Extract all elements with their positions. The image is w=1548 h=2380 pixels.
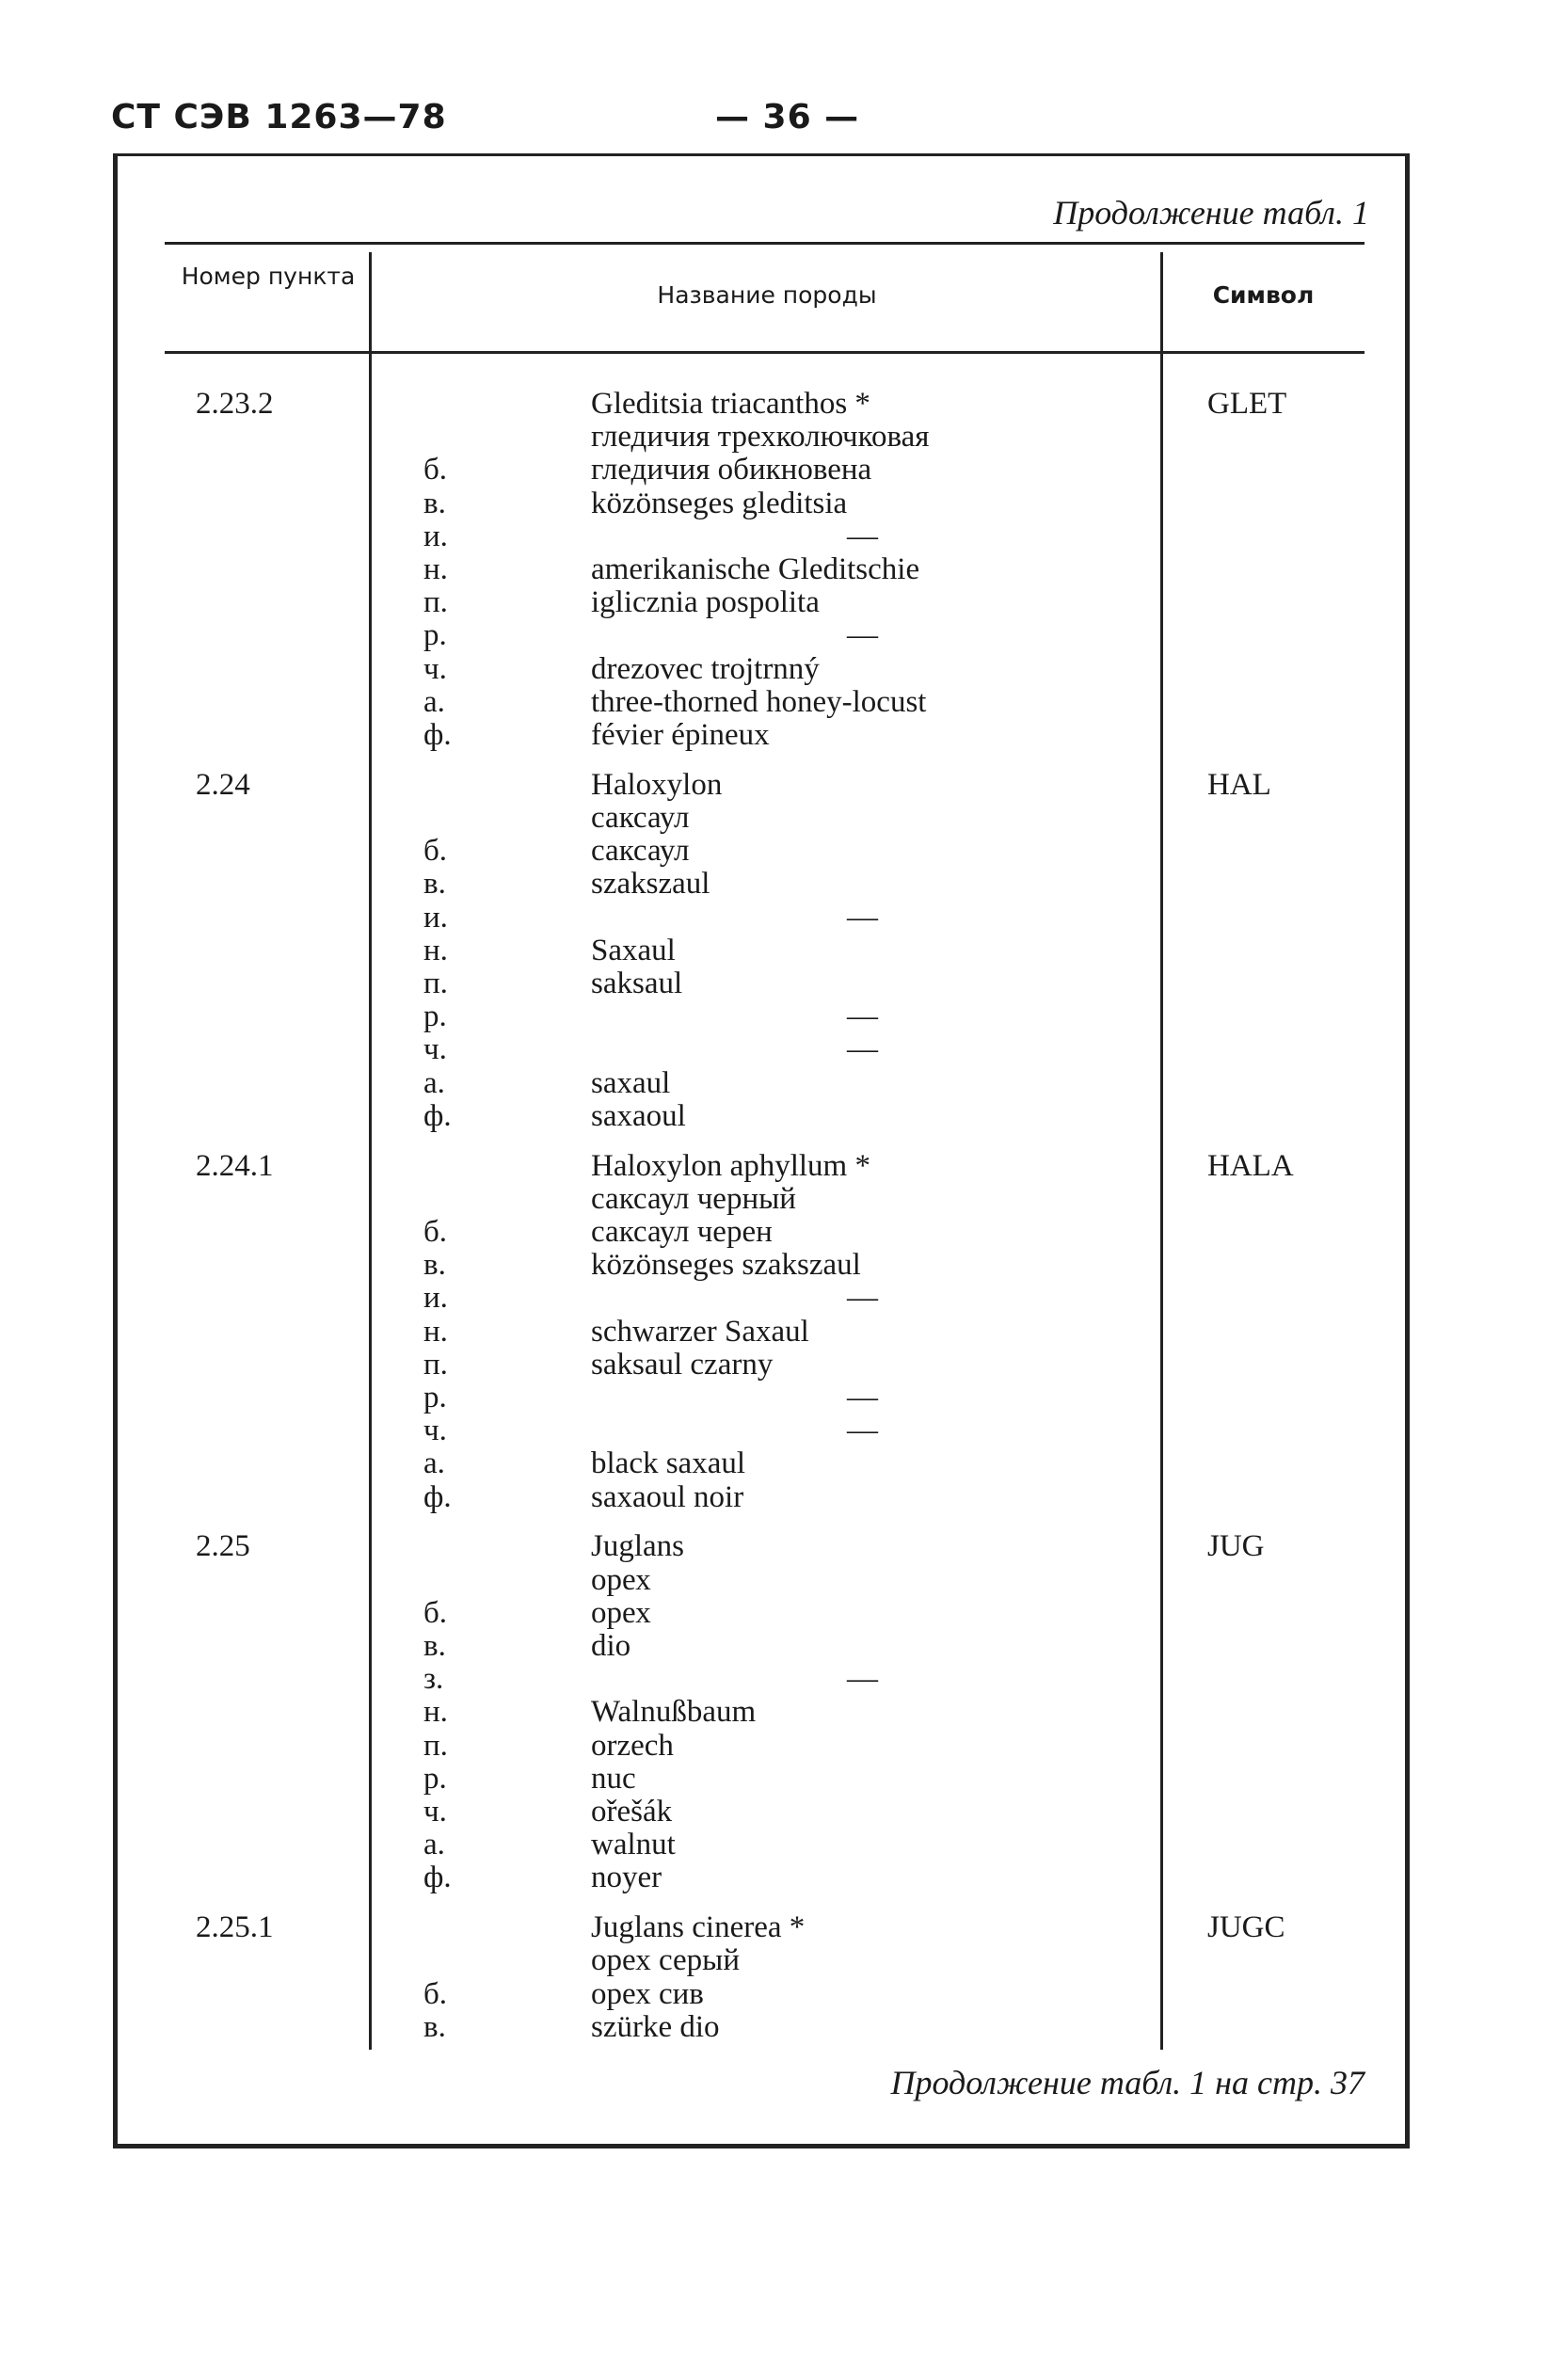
- column-divider-1: [369, 252, 372, 2050]
- language-code: р.: [423, 1381, 447, 1414]
- column-header-symbol: Символ: [1212, 281, 1315, 309]
- frame-border-bottom: [113, 2144, 1410, 2148]
- language-code: ф.: [423, 718, 452, 752]
- entry-symbol: GLET: [1207, 387, 1287, 421]
- language-code: а.: [423, 684, 445, 719]
- language-code: н.: [423, 1695, 448, 1730]
- common-name: саксаул черный: [591, 1181, 796, 1216]
- no-name-dash: —: [847, 1032, 878, 1067]
- language-code: з.: [423, 1662, 444, 1697]
- common-name: орех: [591, 1562, 651, 1597]
- no-name-dash: —: [847, 1662, 878, 1697]
- language-code: н.: [423, 552, 448, 586]
- common-name: Walnußbaum: [591, 1695, 757, 1730]
- no-name-dash: —: [847, 1381, 878, 1414]
- language-code: р.: [423, 999, 447, 1034]
- entry-symbol: HAL: [1207, 767, 1271, 802]
- language-code: б.: [423, 1595, 448, 1630]
- common-name: szürke dio: [591, 2009, 720, 2044]
- language-code: н.: [423, 933, 448, 967]
- common-name: орех сив: [591, 1976, 704, 2011]
- common-name: Saxaul: [591, 933, 676, 967]
- language-code: ф.: [423, 1861, 452, 1895]
- entry-number: 2.24.1: [196, 1148, 274, 1183]
- common-name: saxaoul noir: [591, 1479, 744, 1514]
- common-name: гледичия обикновена: [591, 453, 872, 487]
- no-name-dash: —: [847, 1414, 878, 1448]
- language-code: п.: [423, 1728, 448, 1763]
- latin-name: Haloxylon aphyllum *: [591, 1148, 870, 1183]
- column-divider-2: [1160, 252, 1163, 2050]
- common-name: iglicznia pospolita: [591, 585, 820, 620]
- common-name: black saxaul: [591, 1446, 746, 1481]
- language-code: в.: [423, 867, 446, 902]
- frame-border-left: [113, 153, 118, 2148]
- common-name: ořešák: [591, 1795, 673, 1829]
- entry-symbol: JUGC: [1207, 1910, 1285, 1945]
- common-name: nuc: [591, 1761, 636, 1796]
- common-name: schwarzer Saxaul: [591, 1314, 809, 1349]
- frame-border-right: [1405, 153, 1410, 2148]
- language-code: а.: [423, 1446, 445, 1481]
- language-code: б.: [423, 834, 448, 869]
- language-code: н.: [423, 1314, 448, 1349]
- common-name: saksaul: [591, 966, 683, 1000]
- no-name-dash: —: [847, 519, 878, 553]
- language-code: а.: [423, 1828, 445, 1862]
- column-header-name: Название породы: [657, 281, 877, 309]
- common-name: орех серый: [591, 1943, 740, 1978]
- common-name: саксаул: [591, 834, 690, 869]
- language-code: в.: [423, 486, 446, 520]
- frame-border-top: [113, 153, 1410, 156]
- language-code: в.: [423, 1248, 446, 1283]
- document-code: СТ СЭВ 1263—78: [111, 98, 447, 136]
- column-header-number: Номер пункта: [181, 263, 356, 290]
- continuation-note-top: Продолжение табл. 1: [1053, 194, 1369, 232]
- page-number: — 36 —: [715, 98, 860, 136]
- no-name-dash: —: [847, 999, 878, 1034]
- language-code: в.: [423, 1629, 446, 1663]
- common-name: amerikanische Gleditschie: [591, 552, 920, 586]
- language-code: ч.: [423, 651, 447, 686]
- latin-name: Juglans: [591, 1529, 684, 1564]
- no-name-dash: —: [847, 1281, 878, 1316]
- language-code: и.: [423, 519, 448, 553]
- entry-symbol: JUG: [1207, 1529, 1265, 1564]
- no-name-dash: —: [847, 900, 878, 934]
- common-name: közönseges gleditsia: [591, 486, 848, 520]
- entry-symbol: HALA: [1207, 1148, 1294, 1183]
- common-name: гледичия трехколючковая: [591, 420, 930, 455]
- language-code: п.: [423, 1347, 448, 1382]
- common-name: саксаул: [591, 801, 690, 835]
- entry-number: 2.24: [196, 767, 250, 802]
- no-name-dash: —: [847, 618, 878, 653]
- common-name: саксаул черен: [591, 1215, 773, 1249]
- common-name: three-thorned honey-locust: [591, 684, 927, 719]
- language-code: б.: [423, 1215, 448, 1249]
- language-code: и.: [423, 1281, 448, 1316]
- common-name: орех: [591, 1595, 651, 1630]
- table-header-rule-top: [165, 242, 1364, 245]
- common-name: drezovec trojtrnný: [591, 651, 820, 686]
- language-code: в.: [423, 2009, 446, 2044]
- common-name: szakszaul: [591, 867, 710, 902]
- common-name: dio: [591, 1629, 631, 1663]
- common-name: saxaul: [591, 1065, 671, 1100]
- language-code: ф.: [423, 1098, 452, 1133]
- entry-number: 2.25.1: [196, 1910, 274, 1945]
- language-code: б.: [423, 453, 448, 487]
- language-code: ч.: [423, 1032, 447, 1067]
- language-code: и.: [423, 900, 448, 934]
- language-code: ф.: [423, 1479, 452, 1514]
- common-name: saksaul czarny: [591, 1347, 774, 1382]
- language-code: р.: [423, 618, 447, 653]
- common-name: noyer: [591, 1861, 662, 1895]
- language-code: п.: [423, 966, 448, 1000]
- language-code: ч.: [423, 1414, 447, 1448]
- language-code: ч.: [423, 1795, 447, 1829]
- continuation-note-bottom: Продолжение табл. 1 на стр. 37: [890, 2064, 1364, 2101]
- entry-number: 2.23.2: [196, 387, 274, 421]
- language-code: п.: [423, 585, 448, 620]
- language-code: а.: [423, 1065, 445, 1100]
- entry-number: 2.25: [196, 1529, 250, 1564]
- common-name: févier épineux: [591, 718, 770, 752]
- common-name: saxaoul: [591, 1098, 686, 1133]
- common-name: orzech: [591, 1728, 674, 1763]
- language-code: б.: [423, 1976, 448, 2011]
- latin-name: Haloxylon: [591, 767, 723, 802]
- latin-name: Gleditsia triacanthos *: [591, 387, 870, 421]
- language-code: р.: [423, 1761, 447, 1796]
- common-name: közönseges szakszaul: [591, 1248, 861, 1283]
- table-header-rule-bottom: [165, 351, 1364, 354]
- common-name: walnut: [591, 1828, 676, 1862]
- latin-name: Juglans cinerea *: [591, 1910, 806, 1945]
